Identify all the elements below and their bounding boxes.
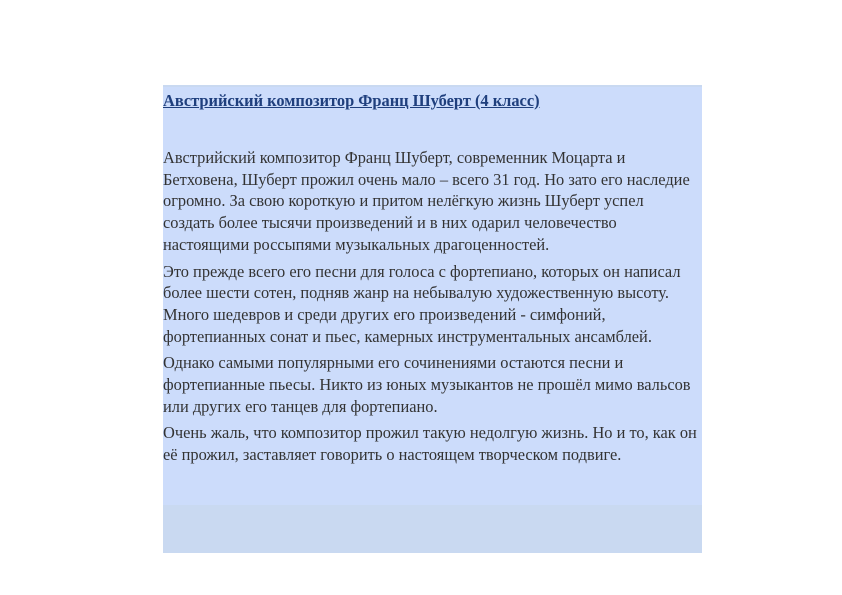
paragraph-1: Австрийский композитор Франц Шуберт, современник Моцарта и Бетховена, Шуберт прожил очень мало – всего 31 год. Но зато его наследие огромно. За свою короткую и притом нелёгкую жизнь Шуберт успел создать более тысячи произведений и в них одарил человечество настоящими россыпями музыкальных драгоценностей. (163, 148, 690, 254)
article-title-link[interactable]: Австрийский композитор Франц Шуберт (4 класс) (163, 91, 540, 110)
paragraph-3: Однако самыми популярными его сочинениями остаются песни и фортепианные пьесы. Никто из юных музыкантов не прошёл мимо вальсов или других его танцев для фортепиано. (163, 353, 691, 416)
paragraph-4: Очень жаль, что композитор прожил такую недолгую жизнь. Но и то, как он её прожил, заставляет говорить о настоящем творческом подвиге. (163, 423, 697, 465)
article (163, 90, 698, 471)
paragraph-2: Это прежде всего его песни для голоса с фортепиано, которых он написал более шести сотен, подняв жанр на небывалую художественную высоту. Много шедевров и среди других его произведений - симфоний, фортепианных сонат и пьес, камерных инструментальных ансамблей. (163, 261, 681, 346)
title-spacer (163, 112, 698, 147)
